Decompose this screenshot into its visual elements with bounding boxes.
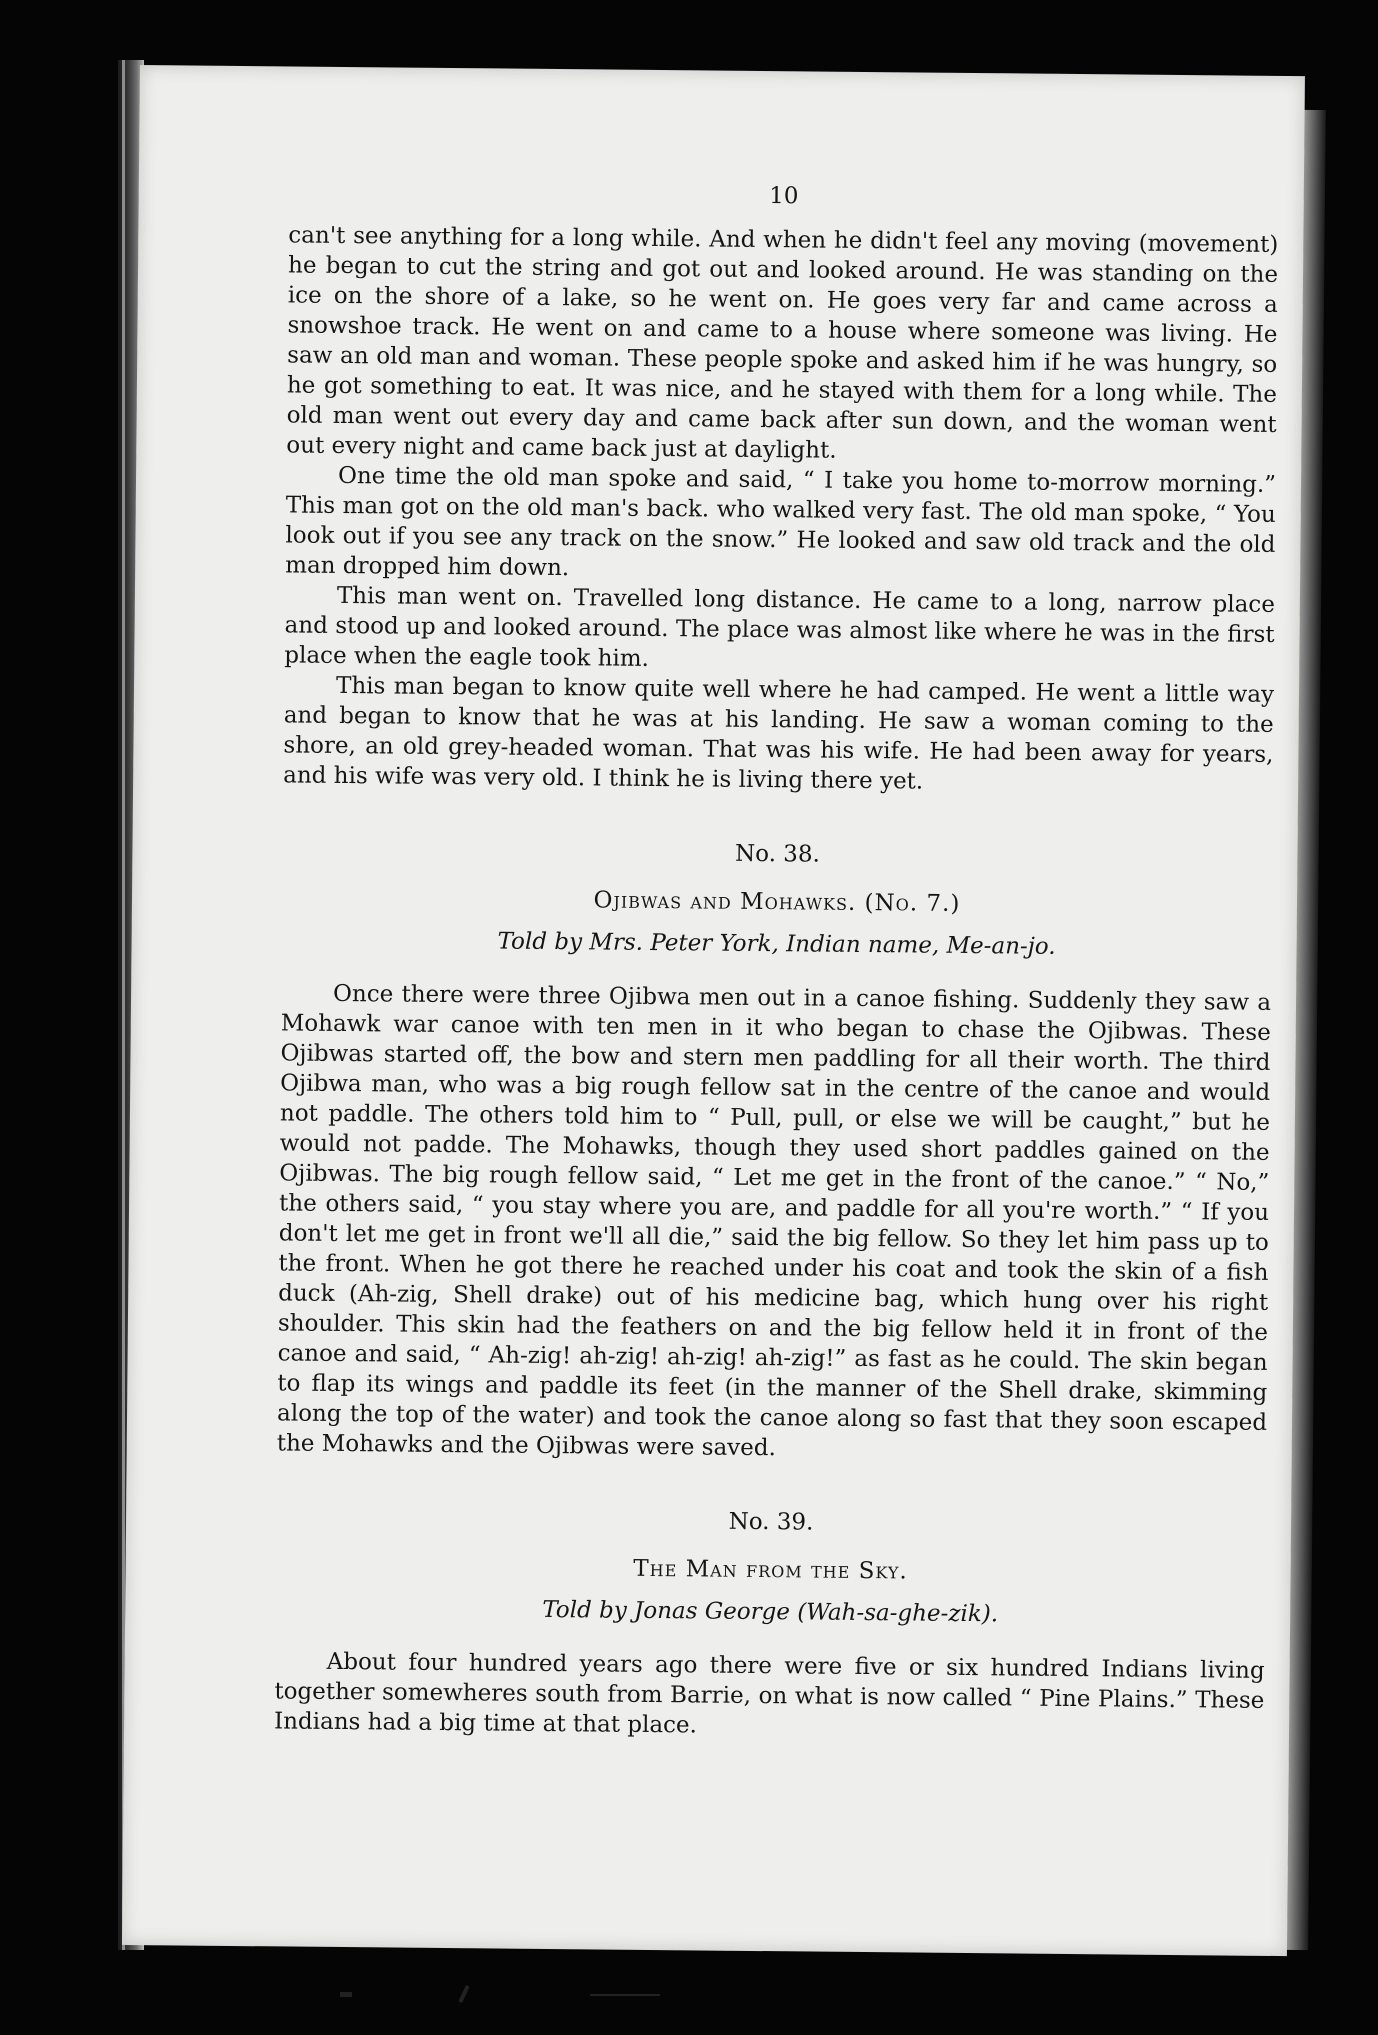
story-teller: Told by Jonas George (Wah-sa-ghe-zik).: [542, 1596, 999, 1628]
paragraph: About four hundred years ago there were five or six hundred Indians living together somewheres south from Barrie, on what is now called “ Pine Plains.” These Indians had a big time at that place.: [273, 1648, 1265, 1739]
book-page: [122, 65, 1305, 1956]
page-text: [274, 176, 1279, 1745]
scan-artifact: [590, 1994, 660, 1996]
scan-artifact: [340, 1992, 352, 1997]
paragraph: One time the old man spoke and said, “ I take you home to-morrow morning.” This man got on the old man's back. who walked very fast. The old man spoke, “ You look out if you see any track on the snow.” He looked and saw old track and the old man dropped him down.: [285, 462, 1277, 582]
page-number: 10: [769, 183, 799, 210]
paragraph: This man went on. Travelled long distance. He came to a long, narrow place and stood up and looked around. The place was almost like where he was in the first place when the eagle took him.: [284, 582, 1275, 672]
scan-artifact: [458, 1985, 469, 2003]
paragraph: can't see anything for a long while. And when he didn't feel any moving (movement) he began to cut the string and got out and looked around. He was standing on the ice on the shore of a lake, so he went on. He goes very far and came across a snowshoe track. He went on and came to a house where someone was living. He saw an old man and woman. These people spoke and asked him if he was hungry, so he got something to eat. It was nice, and he stayed with them for a long while. The old man went out every day and came back after sun down, and the woman went out every night and came back just at daylight.: [286, 222, 1279, 464]
story-title: Ojibwas and Mohawks. (No. 7.): [593, 887, 961, 917]
paragraph: Once there were three Ojibwa men out in a canoe fishing. Suddenly they saw a Mohawk war canoe with ten men in it who began to chase the Ojibwas. These Ojibwas started off, the bow and stern men paddling for all their worth. The third Ojibwa man, who was a big rough fellow sat in the centre of the canoe and would not paddle. The others told him to “ Pull, pull, or else we will be caught,” but he would not padde. The Mohawks, though they used short paddles gained on the Ojibwas. The big rough fellow said, “ Let me get in the front of the canoe.” “ No,” the others said, “ you stay where you are, and paddle for all you're worth.” “ If you don't let me get in front we'll all die,” said the big fellow. So they let him pass up to the front. When he got there he reached under his coat and took the skin of a fish duck (Ah-zig, Shell drake) out of his medicine bag, which hung over his right shoulder. This skin had the feathers on and the big fellow held it in front of the canoe and said, “ Ah-zig! ah-zig! ah-zig! ah-zig!” as fast as he could. The skin began to flap its wings and paddle its feet (in the manner of the Shell drake, skimming along the top of the water) and took the canoe along so fast that they soon escaped the Mohawks and the Ojibwas were saved.: [276, 980, 1272, 1462]
story-title: The Man from the Sky.: [633, 1555, 908, 1585]
paragraph: This man began to know quite well where he had camped. He went a little way and began to know that he was at his landing. He saw a woman coming to the shore, an old grey-headed woman. That was his wife. He had been away for years, and his wife was very old. I think he is living there yet.: [283, 672, 1275, 795]
story-number: No. 39.: [728, 1508, 814, 1536]
story-number: No. 38.: [734, 840, 820, 868]
story-teller: Told by Mrs. Peter York, Indian name, Me-an-jo.: [497, 928, 1056, 960]
